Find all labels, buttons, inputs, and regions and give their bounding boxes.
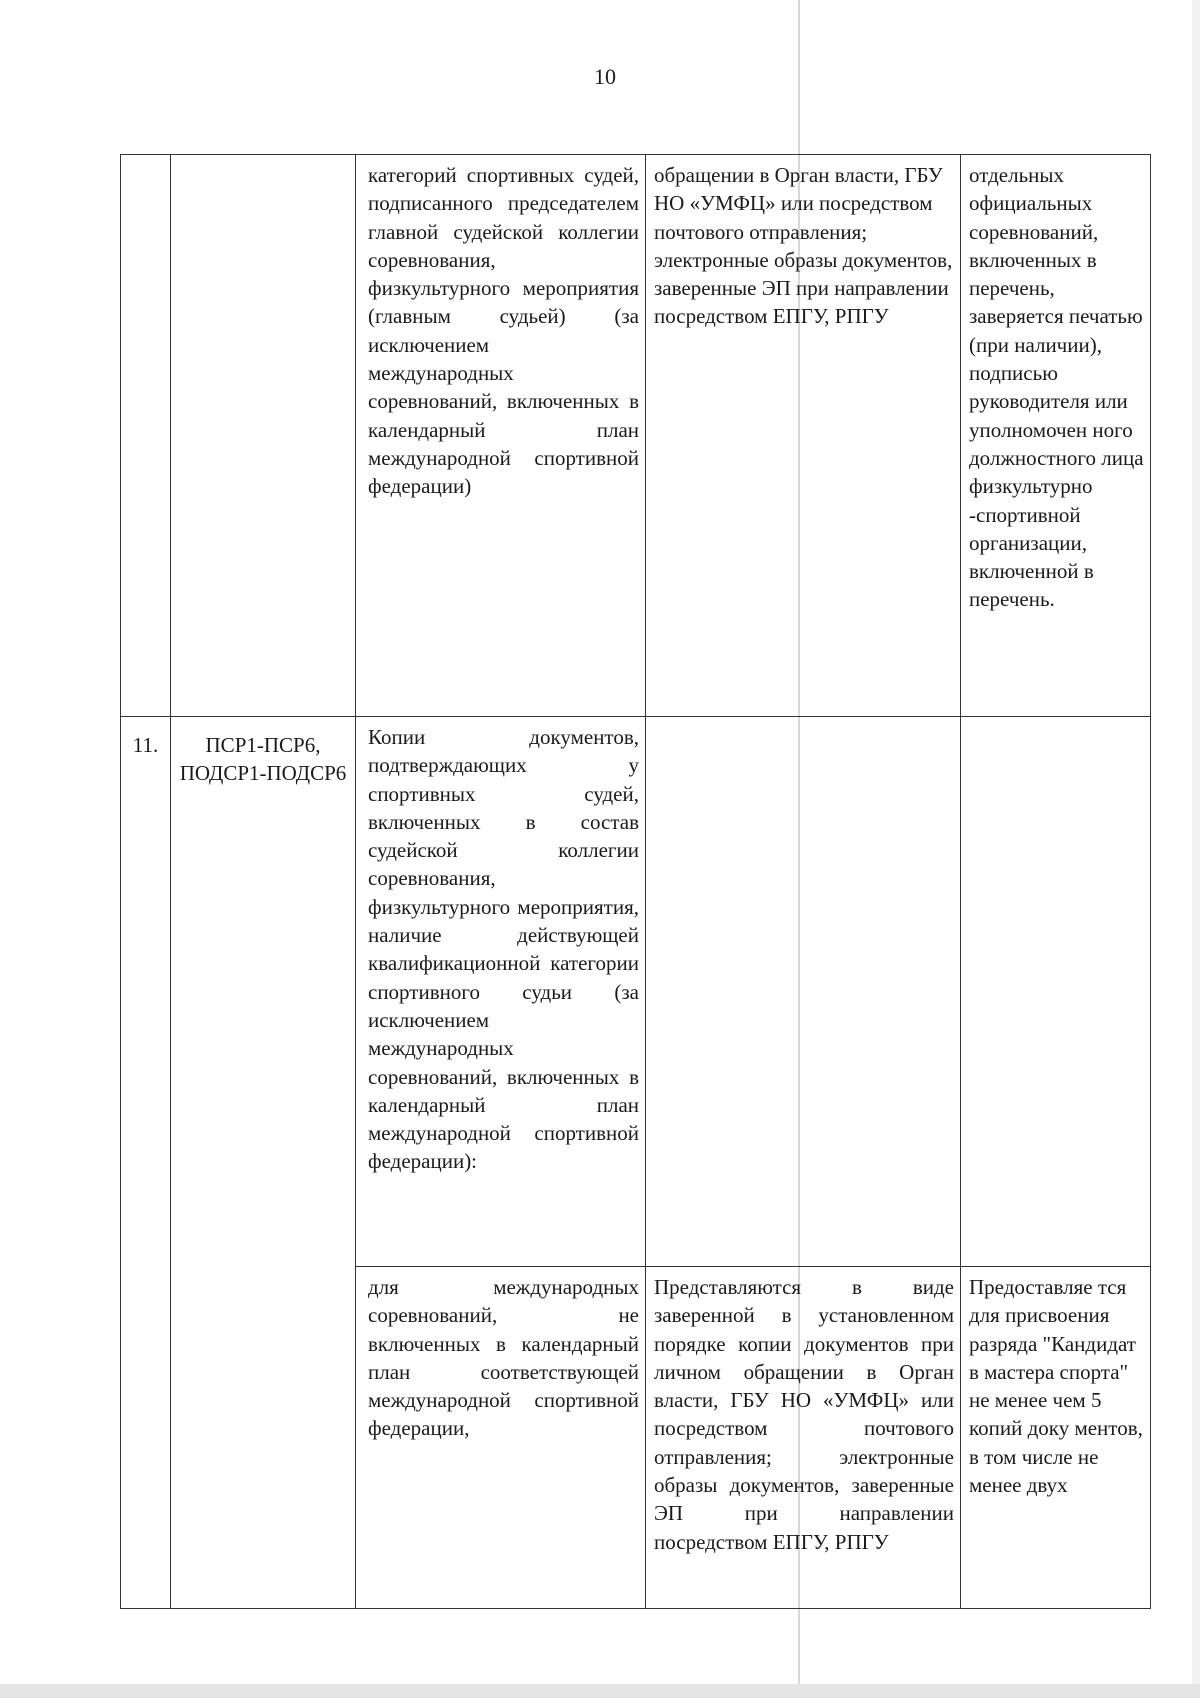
row-code bbox=[171, 155, 356, 717]
document-description: Копии документов, подтверждающих у спортивных судей, включенных в состав судейской коллегии соревнования, физкультурного мероприятия, наличие действующей квалификационной категории спортивного судьи (за исключением международных соревнований, включенных в календарный план международной спортивной федерации): bbox=[356, 717, 646, 1267]
row-number bbox=[121, 155, 171, 717]
row-number: 11. bbox=[121, 717, 171, 1609]
submission-form: Представляются в виде заверенной в установленном порядке копии документов при личном обращении в Орган власти, ГБУ НО «УМФЦ» или посредством почтового отправления; электронные образы документов, заверенные ЭП при направлении посредством ЕПГУ, РПГУ bbox=[646, 1267, 961, 1609]
submission-form: обращении в Орган власти, ГБУ НО «УМФЦ» или посредством почтового отправления; электронные образы документов, заверенные ЭП при направлении посредством ЕПГУ, РПГУ bbox=[646, 155, 961, 717]
documents-table bbox=[120, 154, 1151, 1609]
document-description: для международных соревнований, не включенных в календарный план соответствующей международной спортивной федерации, bbox=[356, 1267, 646, 1609]
table-row bbox=[121, 155, 1151, 717]
document-description: категорий спортивных судей, подписанного председателем главной судейской коллегии соревнования, физкультурного мероприятия (главным судьей) (за исключением международных соревнований, включенных в календарный план международной спортивной федерации) bbox=[356, 155, 646, 717]
note: отдельных официальных соревнований, включенных в перечень, заверяется печатью (при наличии), подписью руководителя или уполномочен ного должностного лица физкультурно -спортивной организации, включенной в перечень. bbox=[961, 155, 1151, 717]
scan-edge bbox=[1192, 0, 1200, 1698]
note: Предоставляе тся для присвоения разряда "Кандидат в мастера спорта" не менее чем 5 копий доку ментов, в том числе не менее двух bbox=[961, 1267, 1151, 1609]
page-number: 10 bbox=[594, 64, 616, 89]
submission-form bbox=[646, 717, 961, 1267]
scan-bottom-edge bbox=[0, 1684, 1200, 1698]
row-code: ПСР1-ПСР6, ПОДСР1-ПОДСР6 bbox=[171, 717, 356, 1609]
note bbox=[961, 717, 1151, 1267]
table-row bbox=[121, 717, 1151, 1267]
